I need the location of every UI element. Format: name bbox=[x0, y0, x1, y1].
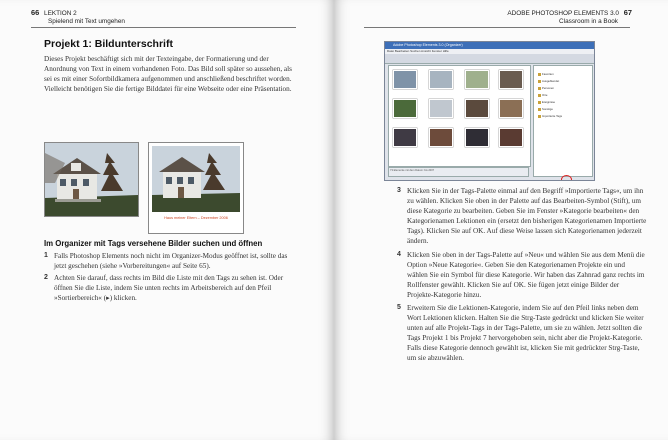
screenshot-toolbar bbox=[385, 54, 594, 64]
section-heading: Im Organizer mit Tags versehene Bilder suchen und öffnen bbox=[44, 239, 263, 248]
right-page-number: 67 bbox=[623, 8, 632, 17]
step-text: Erweitern Sie die Lektionen-Kategorie, indem Sie auf den Pfeil links neben dem Wort Lektionen klicken. Halten Sie die Strg-Taste gedrückt und klicken Sie weiter unten auf alle Projekt-Tags in der Tags-Palette, um sie zu wählen. Jetzt sollten die Tags Projekt 1 bis Projekt 7 hervorgehoben sein, nicht aber die Projekt-Kategorie. Falls diese Kategorie dennoch gewählt ist, klicken Sie mit gedrückter Strg-Taste, um sie abzuwählen. bbox=[407, 304, 644, 362]
thumbnail bbox=[429, 128, 453, 147]
house-photo-polaroid bbox=[148, 142, 244, 234]
thumbnail bbox=[393, 70, 417, 89]
tag-icon bbox=[538, 94, 541, 97]
organizer-screenshot bbox=[384, 41, 595, 181]
step-item bbox=[397, 250, 647, 300]
step-number: 2 bbox=[44, 274, 48, 281]
thumbnail bbox=[499, 128, 523, 147]
step-item bbox=[397, 303, 647, 363]
header-rule bbox=[31, 27, 296, 28]
right-running-header bbox=[507, 9, 632, 25]
left-running-head: LEKTION 2 bbox=[44, 10, 77, 17]
tag-icon bbox=[538, 73, 541, 76]
left-running-subhead: Spielend mit Text umgehen bbox=[48, 17, 125, 25]
step-item bbox=[397, 186, 647, 246]
step-number: 5 bbox=[397, 304, 401, 311]
thumbnail bbox=[499, 70, 523, 89]
tag-item[interactable]: Importierte Tags bbox=[538, 114, 562, 118]
thumbnail bbox=[393, 99, 417, 118]
photo-caption: Haus meiner Eltern – Dezember 2006 bbox=[164, 216, 228, 220]
right-running-head: ADOBE PHOTOSHOP ELEMENTS 3.0 bbox=[507, 10, 619, 17]
tag-item[interactable]: Ausgeblendet bbox=[538, 79, 559, 83]
screenshot-statusbar: 73 Elemente mit dem Datum: bis 2007 bbox=[388, 167, 529, 177]
thumbnail bbox=[429, 99, 453, 118]
page-title: Projekt 1: Bildunterschrift bbox=[44, 38, 173, 50]
tag-item[interactable]: Orte bbox=[538, 93, 547, 97]
thumbnail bbox=[465, 99, 489, 118]
tag-icon bbox=[538, 80, 541, 83]
step-item bbox=[44, 273, 294, 303]
tag-item[interactable]: Favoriten bbox=[538, 72, 554, 76]
thumbnail bbox=[465, 128, 489, 147]
tags-palette bbox=[533, 65, 593, 177]
step-number: 4 bbox=[397, 250, 401, 258]
tag-item[interactable]: Personen bbox=[538, 86, 554, 90]
step-number: 3 bbox=[397, 187, 401, 194]
tag-icon bbox=[538, 108, 541, 111]
thumbnail bbox=[429, 70, 453, 89]
tag-icon bbox=[538, 101, 541, 104]
left-page-number: 66 bbox=[31, 8, 40, 17]
tag-icon bbox=[538, 87, 541, 90]
screenshot-titlebar: Adobe Photoshop Elements 3.0 (Organizer) bbox=[385, 42, 594, 49]
left-running-header bbox=[31, 9, 125, 25]
thumbnail bbox=[499, 99, 523, 118]
step-text: Achten Sie darauf, dass rechts im Bild die Liste mit den Tags zu sehen ist. Oder öffnen Sie die Liste, indem Sie unten rechts im Arbeitsbereich auf den Pfeil »Sortierbereich« (▸) klicken. bbox=[54, 274, 284, 302]
thumbnail bbox=[393, 128, 417, 147]
photo-browser-grid bbox=[388, 65, 531, 167]
tag-icon bbox=[538, 115, 541, 118]
right-page bbox=[334, 0, 668, 440]
step-text: Klicken Sie oben in der Tags-Palette auf »Neu« und wählen Sie aus dem Menü die Option »Neue Kategorie«. Geben Sie den Kategorienamen Projekte ein und wählen Sie ein Symbol für diese Kategorie. Wir haben das Zahnrad ganz rechts im Rollfenster gewählt. Klicken Sie auf OK. Sie fügen jetzt einige Bilder der Projekte-Kategorie hinzu. bbox=[407, 250, 645, 299]
highlight-circle bbox=[561, 175, 572, 181]
step-item bbox=[44, 251, 294, 271]
intro-paragraph: Dieses Projekt beschäftigt sich mit der Texteingabe, der Formatierung und der Anordnung von Text in einem vorhandenen Foto. Das Bild soll später so aussehen, als sei es mit einer Sofortbildkamera aufgenommen und anschließend beschriftet worden. Vielleicht benötigen Sie die fertige Bilddatei für eine Webseite oder eine Präsentation. bbox=[44, 55, 292, 93]
house-photo-original bbox=[44, 142, 139, 217]
tag-item[interactable]: Ereignisse bbox=[538, 100, 555, 104]
step-text: Falls Photoshop Elements noch nicht im Organizer-Modus geöffnet ist, sollte das jetzt geschehen (siehe »Vorbereitungen« auf Seite 65). bbox=[54, 252, 288, 270]
right-step-list bbox=[397, 186, 647, 367]
step-text: Klicken Sie in der Tags-Palette einmal auf den Begriff »Importierte Tags«, um ihn zu wählen. Klicken Sie oben in der Palette auf das Bearbeiten-Symbol (Stift), um diese Kategorie zu bearbeiten. Geben Sie im Fenster »Kategorie bearbeiten« den Kategorienamen Lektionen ein (ersetzt den bisherigen Kategorienamen Importierte Tags). Klicken Sie auf OK. Auf diese Weise lassen sich Kategorienamen jederzeit ändern. bbox=[407, 187, 647, 245]
step-number: 1 bbox=[44, 252, 48, 259]
screenshot-menubar: Datei Bearbeiten Suchen Ansicht Fenster Hilfe bbox=[385, 49, 594, 54]
thumbnail bbox=[465, 70, 489, 89]
right-running-subhead: Classroom in a Book bbox=[559, 17, 618, 25]
tag-item[interactable]: Sonstige bbox=[538, 107, 553, 111]
header-rule bbox=[364, 27, 630, 28]
left-step-list bbox=[44, 251, 294, 305]
